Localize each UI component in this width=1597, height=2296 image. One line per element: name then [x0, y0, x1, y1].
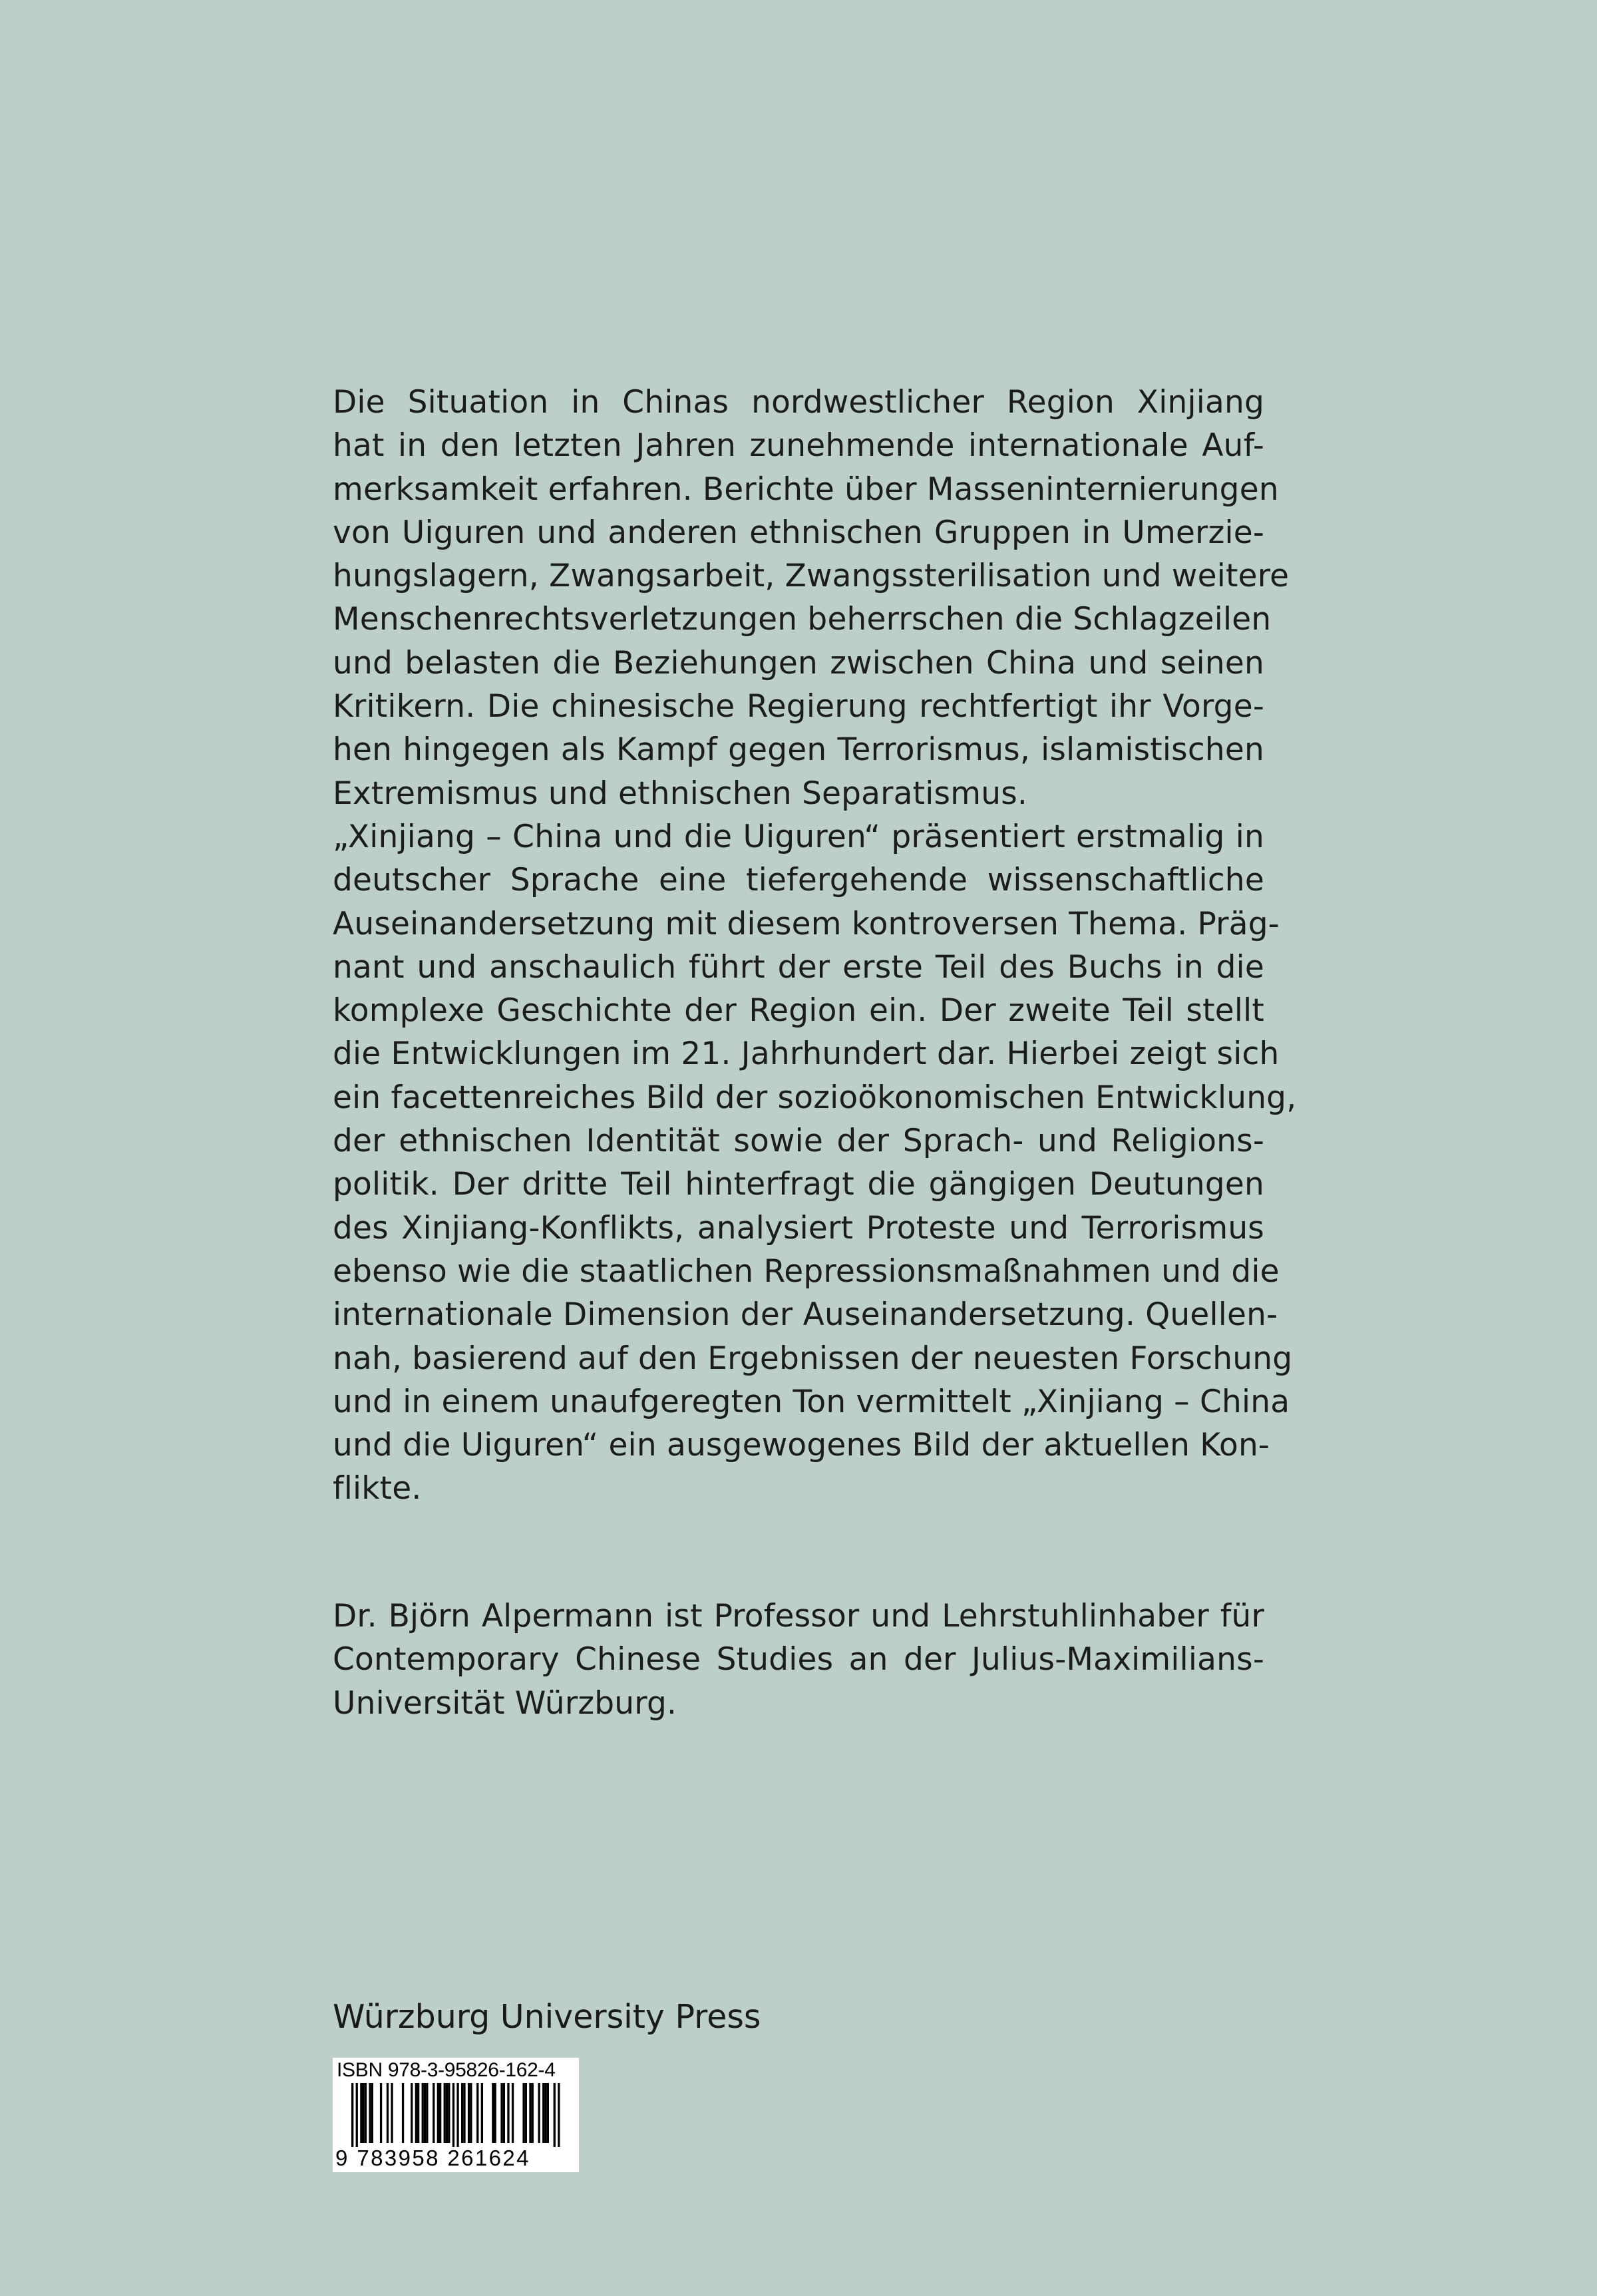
barcode-bar	[422, 2083, 424, 2143]
barcode-bar	[387, 2083, 389, 2143]
barcode-digits: 9 783958 261624	[335, 2146, 530, 2170]
barcode-bar	[525, 2083, 527, 2143]
barcode-bar	[433, 2083, 435, 2143]
barcode-bar	[494, 2083, 496, 2143]
barcode-bar	[380, 2083, 382, 2143]
barcode-bar	[444, 2083, 446, 2143]
bio-line: Dr. Björn Alpermann ist Professor und Lehrstuhlinhaber für	[333, 1598, 1264, 1634]
barcode-bar	[461, 2083, 463, 2143]
blurb-line: Auseinandersetzung mit diesem kontroversen Thema. Präg-	[333, 905, 1280, 942]
barcode-bar	[507, 2083, 509, 2143]
barcode-bar	[437, 2083, 439, 2143]
barcode-bar	[369, 2083, 371, 2143]
barcode-bar	[463, 2083, 465, 2143]
book-blurb	[333, 381, 1297, 1511]
barcode-bar	[512, 2083, 514, 2143]
blurb-line: des Xinjiang-Konflikts, analysiert Proteste und Terrorismus	[333, 1209, 1264, 1246]
blurb-line: hen hingegen als Kampf gegen Terrorismus, islamistischen	[333, 731, 1264, 769]
barcode-bar	[391, 2083, 393, 2143]
barcode-bars-icon	[333, 2083, 579, 2147]
barcode-bar	[356, 2083, 358, 2147]
blurb-line: hat in den letzten Jahren zunehmende internationale Auf-	[333, 427, 1264, 465]
blurb-line: von Uiguren und anderen ethnischen Gruppen in Umerzie-	[333, 514, 1264, 551]
blurb-line: politik. Der dritte Teil hinterfragt die gängigen Deutungen	[333, 1166, 1264, 1203]
barcode-bar	[446, 2083, 448, 2143]
blurb-line: flikte.	[333, 1470, 422, 1507]
blurb-line: Kritikern. Die chinesische Regierung rechtfertigt ihr Vorge-	[333, 688, 1264, 725]
bio-line: Universität Würzburg.	[333, 1684, 677, 1722]
barcode-bar	[468, 2083, 470, 2143]
blurb-line: und belasten die Beziehungen zwischen China und seinen	[333, 644, 1264, 681]
blurb-line: und die Uiguren“ ein ausgewogenes Bild der aktuellen Kon-	[333, 1427, 1270, 1464]
blurb-line: ebenso wie die staatlichen Repressionsmaßnahmen und die	[333, 1252, 1280, 1290]
bio-line: Contemporary Chinese Studies an der Julius-Maximilians-	[333, 1641, 1264, 1678]
barcode-bar	[554, 2083, 556, 2147]
blurb-line: internationale Dimension der Auseinandersetzung. Quellen-	[333, 1296, 1278, 1334]
barcode-bar	[448, 2083, 450, 2143]
barcode-bar	[481, 2083, 483, 2143]
barcode-bar	[492, 2083, 494, 2143]
barcode-bar	[417, 2083, 419, 2143]
barcode-bar	[538, 2083, 540, 2143]
blurb-line: „Xinjiang – China und die Uiguren“ präsentiert erstmalig in	[333, 818, 1264, 855]
author-bio	[333, 1595, 1264, 1725]
barcode-bar	[532, 2083, 534, 2143]
publisher-name: Würzburg University Press	[333, 1998, 761, 2036]
blurb-line: Die Situation in Chinas nordwestlicher Region Xinjiang	[333, 384, 1264, 421]
blurb-line: merksamkeit erfahren. Berichte über Masseninternierungen	[333, 471, 1279, 508]
isbn-label: ISBN 978-3-95826-162-4	[337, 2059, 556, 2081]
barcode-bar	[470, 2083, 472, 2143]
blurb-line: der ethnischen Identität sowie der Sprach- und Religions-	[333, 1123, 1264, 1160]
blurb-line: Extremismus und ethnischen Separatismus.	[333, 775, 1028, 812]
barcode-bar	[544, 2083, 546, 2143]
barcode-bar	[415, 2083, 417, 2143]
barcode-bar	[371, 2083, 373, 2143]
blurb-line: hungslagern, Zwangsarbeit, Zwangssterilisation und weitere	[333, 558, 1290, 595]
barcode-bar	[424, 2083, 426, 2143]
barcode-bar	[426, 2083, 428, 2143]
barcode-bar	[558, 2083, 560, 2147]
barcode-bar	[542, 2083, 544, 2143]
isbn-barcode	[333, 2058, 579, 2172]
barcode-bar	[411, 2083, 413, 2143]
barcode-bar	[452, 2083, 454, 2147]
blurb-line: die Entwicklungen im 21. Jahrhundert dar. Hierbei zeigt sich	[333, 1036, 1280, 1073]
blurb-line: nant und anschaulich führt der erste Teil des Buchs in die	[333, 948, 1264, 986]
blurb-line: ein facettenreiches Bild der sozioökonomischen Entwicklung,	[333, 1079, 1297, 1116]
barcode-bar	[503, 2083, 505, 2143]
barcode-bar	[476, 2083, 478, 2143]
blurb-line: Menschenrechtsverletzungen beherrschen die Schlagzeilen	[333, 601, 1272, 638]
barcode-bar	[365, 2083, 367, 2143]
blurb-line: komplexe Geschichte der Region ein. Der zweite Teil stellt	[333, 992, 1264, 1030]
blurb-line: deutscher Sprache eine tiefergehende wissenschaftliche	[333, 862, 1264, 899]
blurb-line: nah, basierend auf den Ergebnissen der neuesten Forschung	[333, 1340, 1293, 1377]
barcode-bar	[351, 2083, 353, 2147]
barcode-bar	[360, 2083, 362, 2143]
barcode-bar	[500, 2083, 502, 2143]
barcode-bar	[456, 2083, 458, 2147]
barcode-bar	[363, 2083, 365, 2143]
barcode-bar	[529, 2083, 531, 2143]
barcode-bar	[522, 2083, 524, 2143]
barcode-bar	[547, 2083, 549, 2143]
blurb-line: und in einem unaufgeregten Ton vermittelt „Xinjiang – China	[333, 1383, 1290, 1420]
barcode-bar	[439, 2083, 441, 2143]
barcode-bar	[402, 2083, 404, 2143]
